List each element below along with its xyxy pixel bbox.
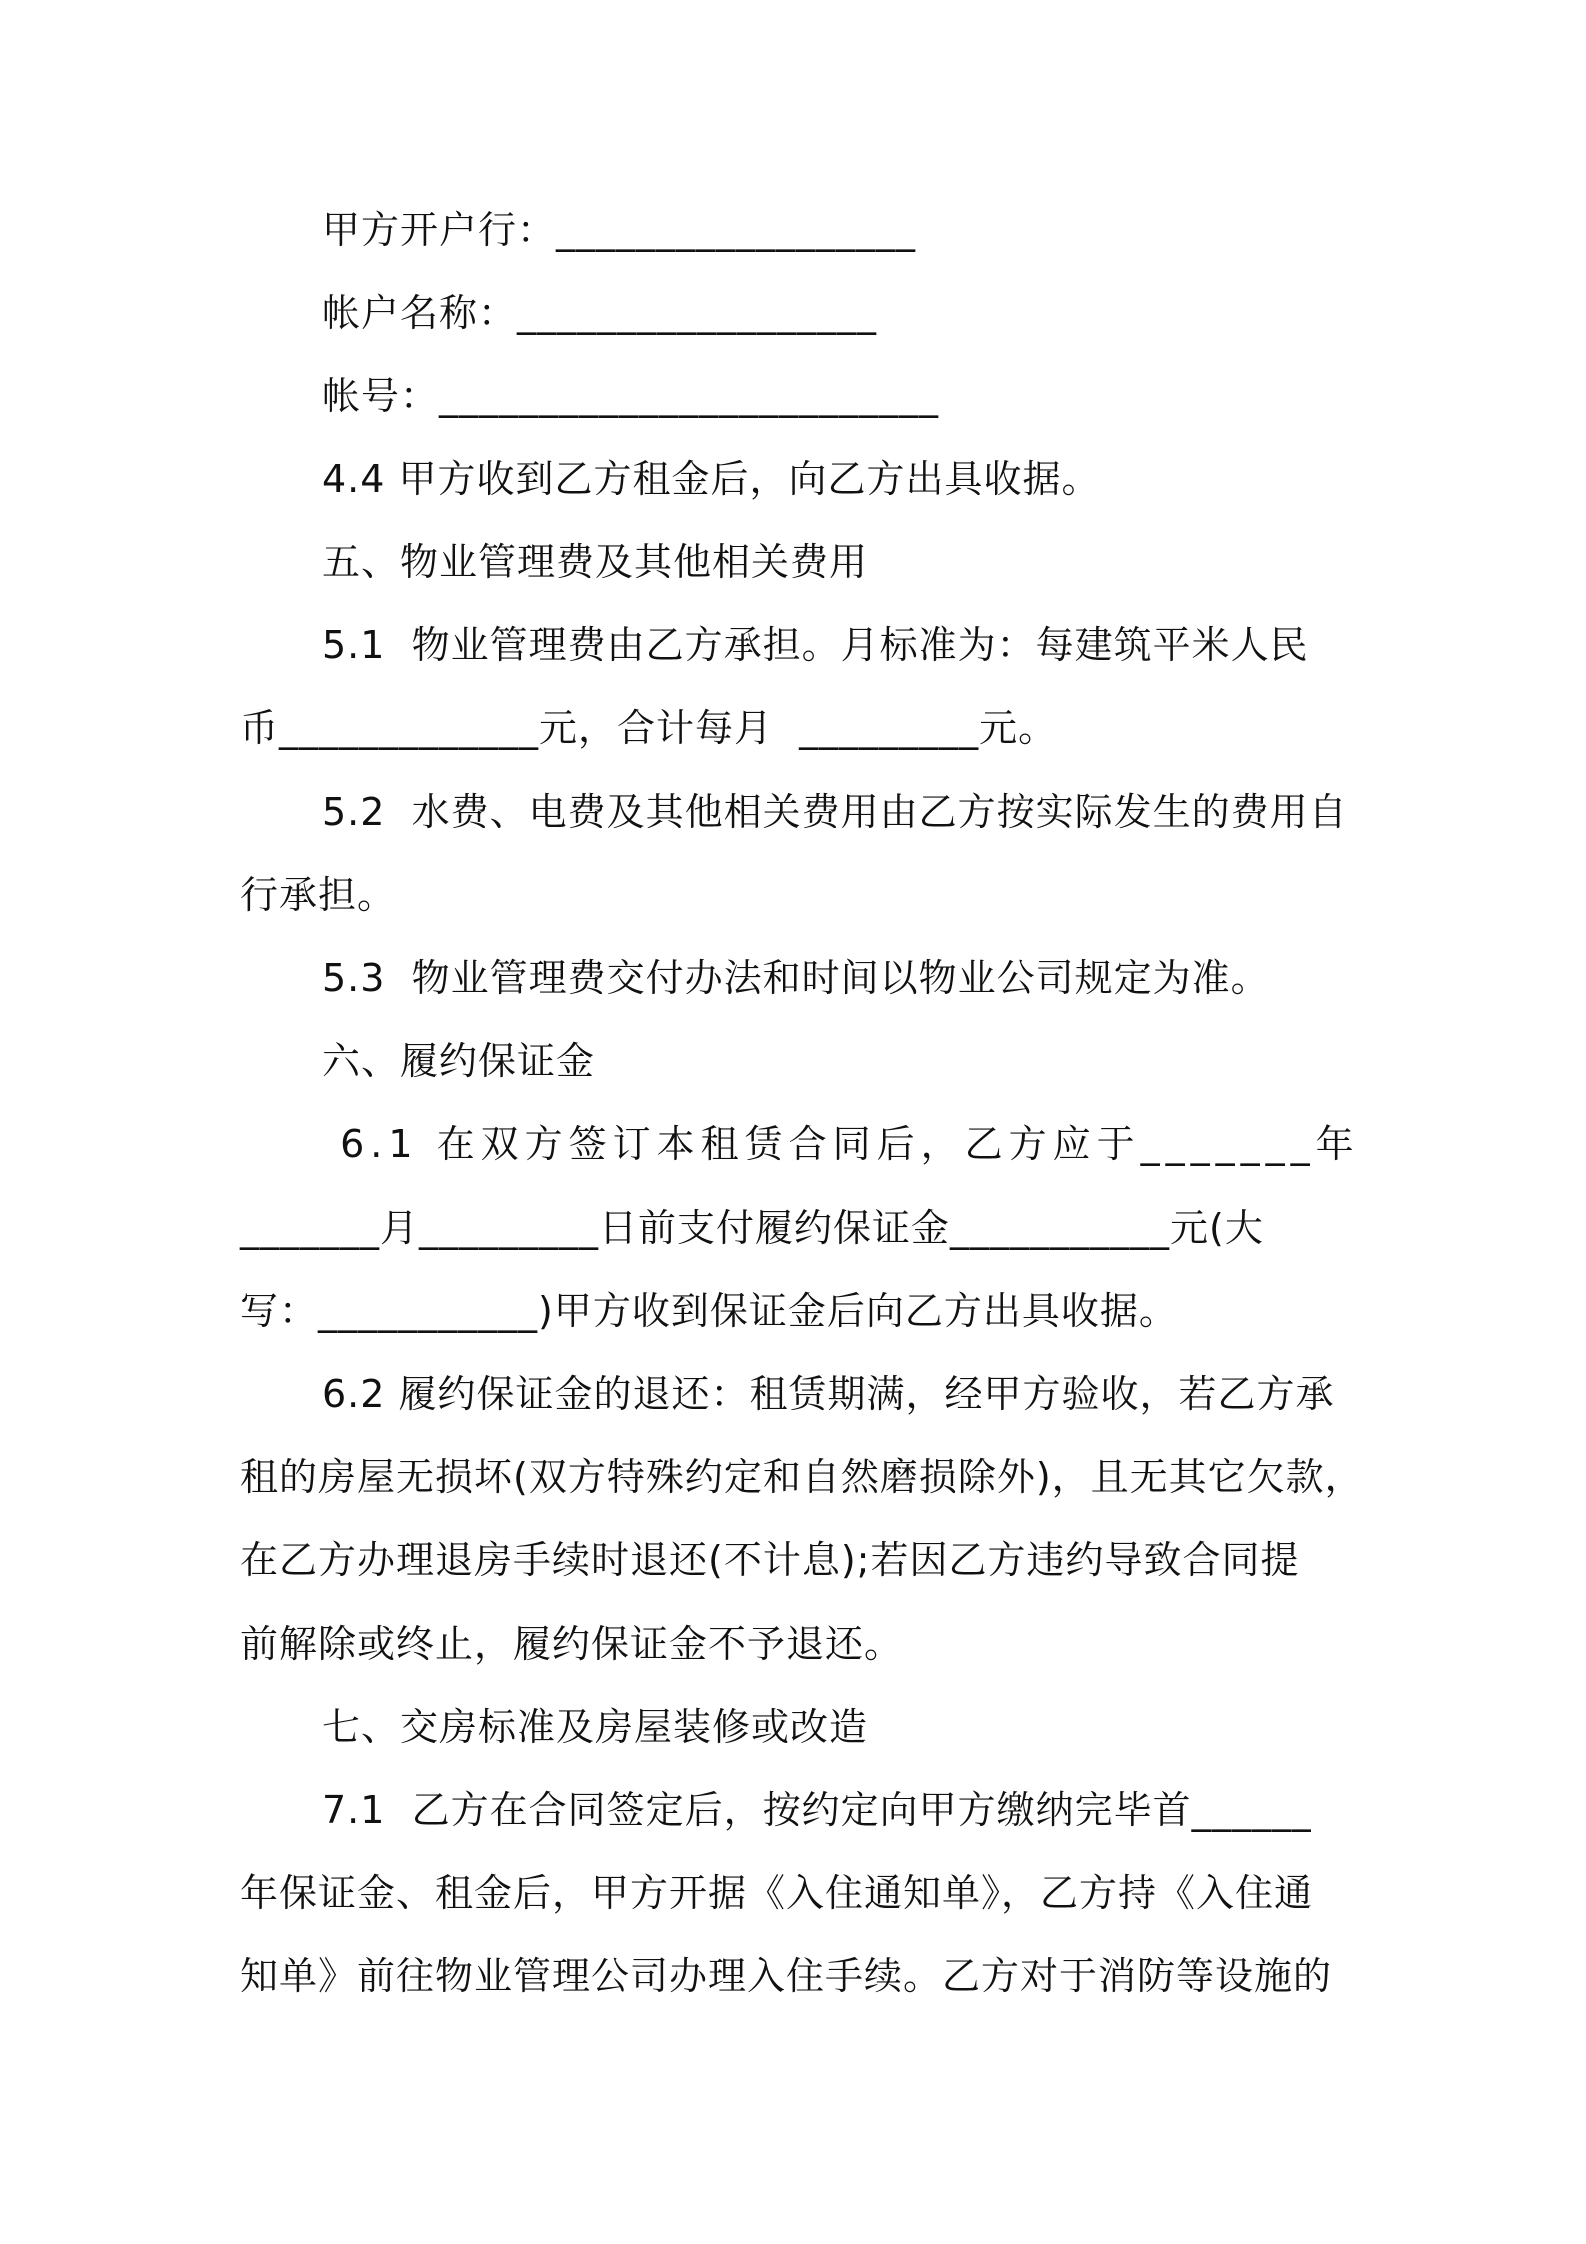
section-heading-6: 六、履约保证金 <box>322 1039 596 1083</box>
clause-4-4: 4.4 甲方收到乙方租金后，向乙方出具收据。 <box>322 457 1101 501</box>
clause-7-1-continued-2: 知单》前往物业管理公司办理入住手续。乙方对于消防等设施的 <box>240 1954 1333 1998</box>
section-heading-7: 七、交房标准及房屋装修或改造 <box>322 1705 869 1749</box>
clause-6-1-continued: _______月_________日前支付履约保证金___________元(大 <box>240 1206 1264 1250</box>
bank-name-line: 甲方开户行：__________________ <box>322 208 917 252</box>
clause-6-2-continued-2: 在乙方办理退房手续时退还(不计息);若因乙方违约导致合同提 <box>240 1538 1300 1582</box>
clause-7-1-continued: 年保证金、租金后，甲方开据《入住通知单》，乙方持《入住通 <box>240 1871 1314 1915</box>
clause-7-1: 7.1 乙方在合同签定后，按约定向甲方缴纳完毕首______ <box>322 1788 1312 1832</box>
clause-5-2-continued: 行承担。 <box>240 873 397 917</box>
clause-5-2: 5.2 水费、电费及其他相关费用由乙方按实际发生的费用自 <box>322 790 1348 834</box>
clause-6-2-continued: 租的房屋无损坏(双方特殊约定和自然磨损除外)，且无其它欠款， <box>240 1455 1364 1499</box>
clause-6-1: 6.1 在双方签订本租赁合同后，乙方应于_______年 <box>322 1122 1360 1166</box>
clause-6-2: 6.2 履约保证金的退还：租赁期满，经甲方验收，若乙方承 <box>322 1372 1335 1416</box>
clause-5-3: 5.3 物业管理费交付办法和时间以物业公司规定为准。 <box>322 956 1270 1000</box>
section-heading-5: 五、物业管理费及其他相关费用 <box>322 540 869 584</box>
clause-5-1: 5.1 物业管理费由乙方承担。月标准为：每建筑平米人民 <box>322 623 1309 667</box>
clause-6-1-continued-2: 写：___________)甲方收到保证金后向乙方出具收据。 <box>240 1289 1178 1333</box>
account-name-line: 帐户名称：__________________ <box>322 291 878 335</box>
account-number-line: 帐号：_________________________ <box>322 374 940 418</box>
clause-5-1-continued: 币_____________元，合计每月 _________元。 <box>240 706 1058 750</box>
clause-6-2-continued-3: 前解除或终止，履约保证金不予退还。 <box>240 1622 904 1666</box>
